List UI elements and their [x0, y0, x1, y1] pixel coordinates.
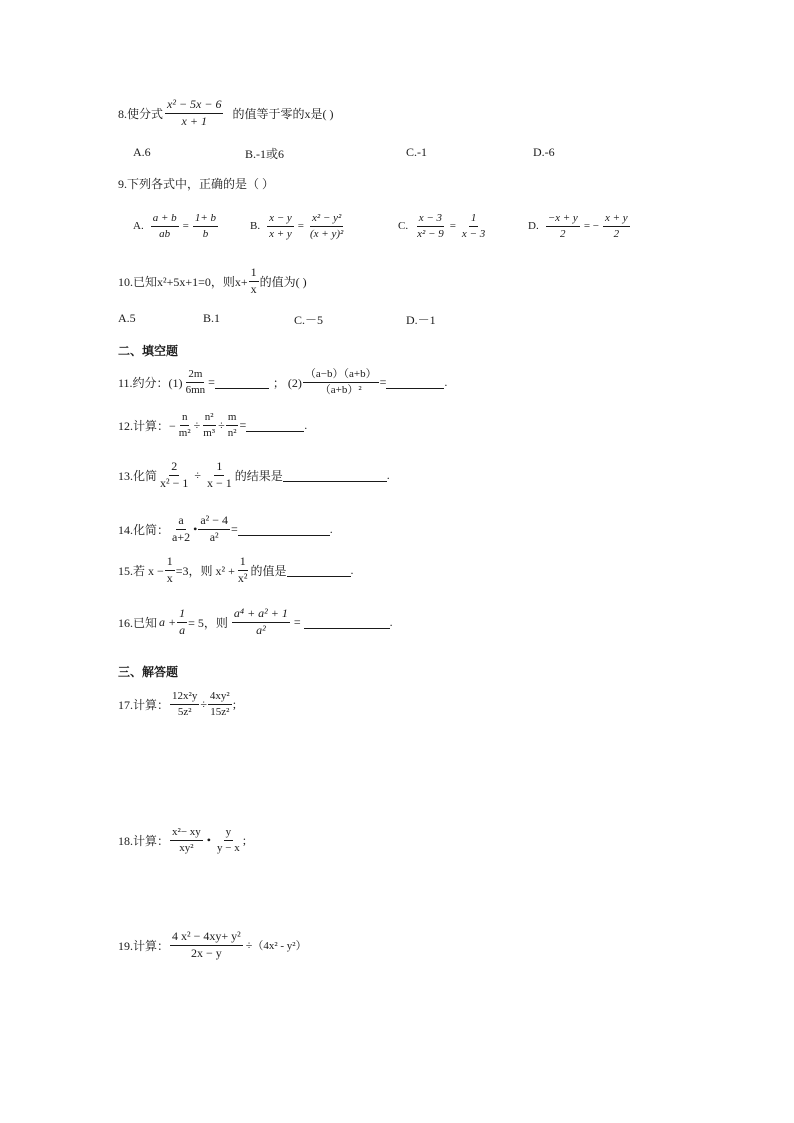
q8-suffix: 的值等于零的x是( ) [232, 106, 334, 121]
q12-fraction-3 [226, 411, 239, 439]
q12-n1: n [180, 411, 190, 426]
q9c-eq: = [449, 220, 456, 233]
q9a-frac-left [151, 212, 179, 240]
q9b-label: B. [250, 220, 261, 233]
q12-op1: ÷ [193, 417, 201, 432]
question-15 [118, 555, 354, 586]
q9a-n2: 1+ b [193, 212, 218, 227]
q12-dot: . [304, 417, 308, 432]
q9b-n2: x² − y² [310, 212, 343, 227]
q11-answer-blank-1[interactable] [215, 376, 269, 389]
q9-option-b [250, 212, 346, 240]
q15-mid: =3，则 x² + [175, 563, 235, 578]
question-16 [118, 607, 393, 638]
q18-d1: xy² [179, 841, 194, 854]
q16-n2: a⁴ + a² + 1 [232, 607, 290, 623]
question-10 [118, 266, 307, 297]
q10-suffix: 的值为( ) [259, 274, 307, 289]
q9d-frac-right [603, 212, 630, 240]
q16-d1: a [179, 622, 186, 637]
q11-n1: 2m [186, 368, 204, 383]
q17-fraction-1 [170, 690, 199, 718]
q19-tail: （4x² - y²） [252, 940, 307, 953]
q16-d2: a² [256, 622, 266, 637]
q14-fraction-1 [170, 514, 192, 545]
q15-d2: x² [237, 570, 248, 585]
q8-option-d: D.-6 [533, 145, 555, 159]
q15-n2: 1 [238, 555, 248, 571]
q9c-d2: x − 3 [461, 227, 486, 240]
q9b-n1: x − y [267, 212, 294, 227]
q8-denominator: x + 1 [181, 113, 207, 128]
q19-n1: 4 x² − 4xy+ y² [170, 930, 243, 946]
q11-d2: （a+b）² [319, 383, 362, 396]
q11-dot: . [444, 374, 448, 389]
q12-prefix: 12.计算：− [118, 418, 176, 433]
q16-answer-blank[interactable] [304, 616, 390, 629]
q9d-n2: x + y [603, 212, 630, 227]
q8-option-a: A.6 [133, 145, 151, 159]
q10-prefix: 10.已知x²+5x+1=0，则x+ [118, 274, 248, 289]
q11-sep: ； (2) [272, 375, 302, 390]
q9a-n1: a + b [151, 212, 179, 227]
q12-fraction-2 [201, 411, 217, 439]
q10-option-a: A.5 [118, 311, 136, 325]
q13-prefix: 13.化简 [118, 468, 158, 483]
q17-prefix: 17.计算： [118, 697, 170, 712]
q17-d2: 15z² [210, 705, 230, 718]
q9a-label: A. [133, 220, 144, 233]
q8-numerator: x² − 5x − 6 [165, 98, 223, 114]
q18-fraction-2 [215, 826, 242, 854]
q10-numerator: 1 [249, 266, 259, 282]
q10-fraction [249, 266, 259, 297]
q16-dot: . [389, 614, 393, 629]
q13-fraction-1 [158, 460, 190, 491]
question-13 [118, 460, 390, 491]
q14-op: • [193, 521, 198, 536]
q18-prefix: 18.计算： [118, 833, 170, 848]
q17-op: ÷ [200, 696, 207, 711]
q9d-eq: = − [583, 220, 599, 233]
q9b-d1: x + y [269, 227, 292, 240]
q19-d1: 2x − y [190, 945, 222, 960]
q15-fraction-1 [165, 555, 175, 586]
q9d-d1: 2 [560, 227, 566, 240]
q13-fraction-2 [205, 460, 234, 491]
q9a-frac-right [193, 212, 218, 240]
q13-n2: 1 [214, 460, 224, 476]
q9b-eq: = [297, 220, 304, 233]
q14-d1: a+2 [172, 529, 191, 544]
q16-eq: = [293, 614, 301, 629]
q9c-frac-left [415, 212, 446, 240]
q16-mid: = 5，则 [188, 615, 228, 630]
q9-option-d [528, 212, 631, 240]
q17-end: ; [232, 696, 237, 711]
q12-answer-blank[interactable] [246, 419, 304, 432]
q17-fraction-2 [208, 690, 232, 718]
q16-fraction-2 [232, 607, 290, 638]
q8-prefix: 8.使分式 [118, 106, 164, 121]
q15-d1: x [166, 570, 173, 585]
q9d-label: D. [528, 220, 539, 233]
q9d-frac-left [546, 212, 580, 240]
q9d-n1: −x + y [546, 212, 580, 227]
q15-n1: 1 [165, 555, 175, 571]
question-11 [118, 368, 447, 396]
q18-d2: y − x [216, 841, 240, 854]
q16-fraction-1 [177, 607, 187, 638]
q9b-frac-right [308, 212, 345, 240]
q13-op: ÷ [194, 467, 201, 482]
q11-answer-blank-2[interactable] [386, 376, 444, 389]
q11-eq1: = [208, 374, 215, 389]
q9a-d2: b [202, 227, 209, 240]
q9d-d2: 2 [613, 227, 620, 240]
q14-dot: . [329, 521, 333, 536]
q8-fraction [165, 98, 223, 129]
q13-dot: . [386, 467, 390, 482]
q16-expr: a + [159, 614, 177, 629]
q13-answer-blank[interactable] [283, 469, 387, 482]
q18-end: ; [242, 832, 247, 847]
q17-d1: 5z² [177, 705, 192, 718]
q18-op: • [206, 832, 211, 847]
question-17 [118, 690, 236, 718]
q17-n2: 4xy² [208, 690, 232, 705]
q8-option-c: C.-1 [406, 145, 427, 159]
q12-n2: n² [203, 411, 216, 426]
q15-answer-blank[interactable] [287, 564, 351, 577]
question-18 [118, 826, 246, 854]
question-12 [118, 411, 307, 439]
q13-d2: x − 1 [206, 475, 232, 490]
q11-fraction-1 [184, 368, 208, 396]
q19-prefix: 19.计算： [118, 938, 170, 953]
q12-op2: ÷ [218, 417, 225, 432]
q12-fraction-1 [177, 411, 193, 439]
q13-suffix: 的结果是 [234, 468, 283, 483]
question-19 [118, 930, 307, 961]
q14-fraction-2 [198, 514, 230, 545]
section-fill-in-heading: 二、填空题 [118, 344, 179, 358]
q19-fraction [170, 930, 243, 961]
q12-n3: m [226, 411, 239, 426]
q10-denominator: x [250, 281, 257, 296]
q9c-d1: x² − 9 [417, 227, 444, 240]
q18-n1: x²− xy [170, 826, 203, 841]
question-9: 9.下列各式中，正确的是（ ） [118, 177, 275, 191]
q8-option-b: B.-1或6 [245, 147, 285, 161]
q15-fraction-2 [236, 555, 250, 586]
q9c-label: C. [398, 220, 409, 233]
q13-d1: x² − 1 [160, 475, 189, 490]
q15-dot: . [350, 562, 354, 577]
q9a-eq: = [182, 220, 189, 233]
q11-prefix: 11.约分：(1) [118, 375, 183, 390]
q14-prefix: 14.化简： [118, 522, 170, 537]
q11-n2: （a−b）（a+b） [303, 368, 379, 383]
q12-eq: = [239, 417, 247, 432]
q9c-n1: x − 3 [417, 212, 444, 227]
q9c-frac-right [460, 212, 487, 240]
q14-n1: a [176, 514, 185, 530]
q9c-n2: 1 [469, 212, 479, 227]
q9-option-a [133, 212, 219, 240]
q11-eq2: = [379, 374, 387, 389]
q10-option-d: D.－1 [406, 313, 436, 327]
question-8 [118, 98, 333, 129]
q9a-d1: ab [159, 227, 171, 240]
q12-d3: n² [227, 426, 237, 439]
q9-option-c [398, 212, 488, 240]
q14-n2: a² − 4 [198, 514, 230, 530]
q12-d1: m² [178, 426, 191, 439]
q18-fraction-1 [170, 826, 203, 854]
q19-op: ÷ [245, 937, 253, 952]
q11-fraction-2 [303, 368, 379, 396]
q10-option-b: B.1 [203, 311, 221, 325]
q15-suffix: 的值是 [250, 563, 287, 578]
question-14 [118, 514, 333, 545]
q14-answer-blank[interactable] [238, 523, 330, 536]
q9b-frac-left [267, 212, 294, 240]
q11-d1: 6mn [185, 383, 206, 396]
q10-option-c: C.－5 [294, 313, 324, 327]
q18-n2: y [224, 826, 234, 841]
q14-d2: a² [209, 529, 219, 544]
q12-d2: m³ [203, 426, 216, 439]
q16-prefix: 16.已知 [118, 615, 158, 630]
q15-prefix: 15.若 x − [118, 563, 164, 578]
q14-eq: = [231, 521, 238, 536]
q13-n1: 2 [169, 460, 179, 476]
q17-n1: 12x²y [170, 690, 199, 705]
q16-n1: 1 [177, 607, 187, 623]
section-solve-heading: 三、解答题 [118, 665, 179, 679]
q9b-d2: (x + y)² [310, 227, 344, 240]
